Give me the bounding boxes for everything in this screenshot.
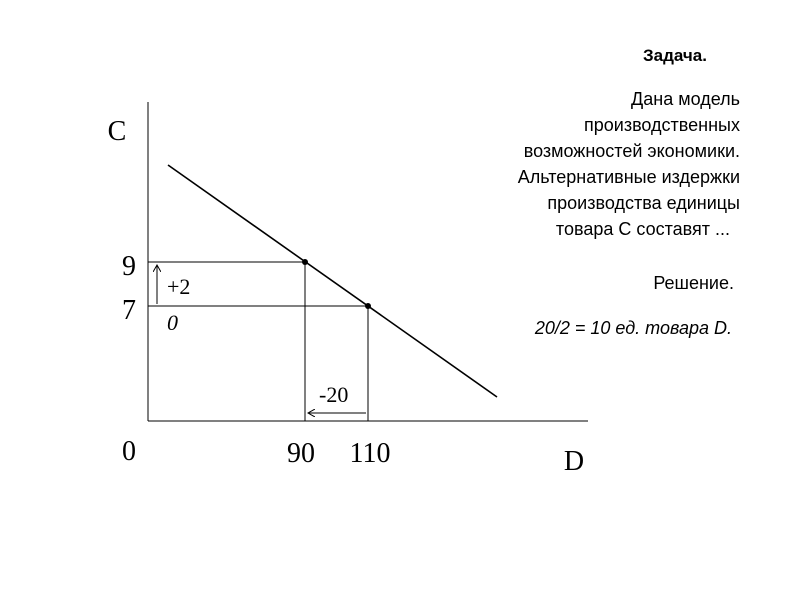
y-tick-label-9: 9 (122, 251, 136, 282)
task-line: возможностей экономики. (523, 141, 740, 161)
y-change-label: +2 (167, 274, 191, 299)
task-line: Альтернативные издержки (517, 167, 740, 187)
point-110-7 (365, 303, 371, 309)
task-text (440, 86, 740, 242)
x-tick-label-110: 110 (349, 438, 391, 469)
task-line: производства единицы (547, 193, 740, 213)
solution-title: Решение. (653, 273, 734, 293)
solution-text: 20/2 = 10 ед. товара D. (534, 318, 732, 338)
origin-label: 0 (122, 436, 136, 467)
point-90-9 (302, 259, 308, 265)
task-line: товара С составят ... (555, 219, 730, 239)
x-axis-label: D (563, 446, 585, 477)
task-line: Дана модель (631, 89, 740, 109)
y-tick-label-7: 7 (122, 295, 136, 326)
task-title: Задача. (643, 46, 707, 65)
task-line: производственных (584, 115, 740, 135)
x-tick-label-90: 90 (287, 438, 315, 469)
y-axis-label: C (107, 116, 127, 147)
x-change-label: -20 (319, 382, 349, 407)
y-change-label-second-line: 0 (167, 310, 178, 335)
